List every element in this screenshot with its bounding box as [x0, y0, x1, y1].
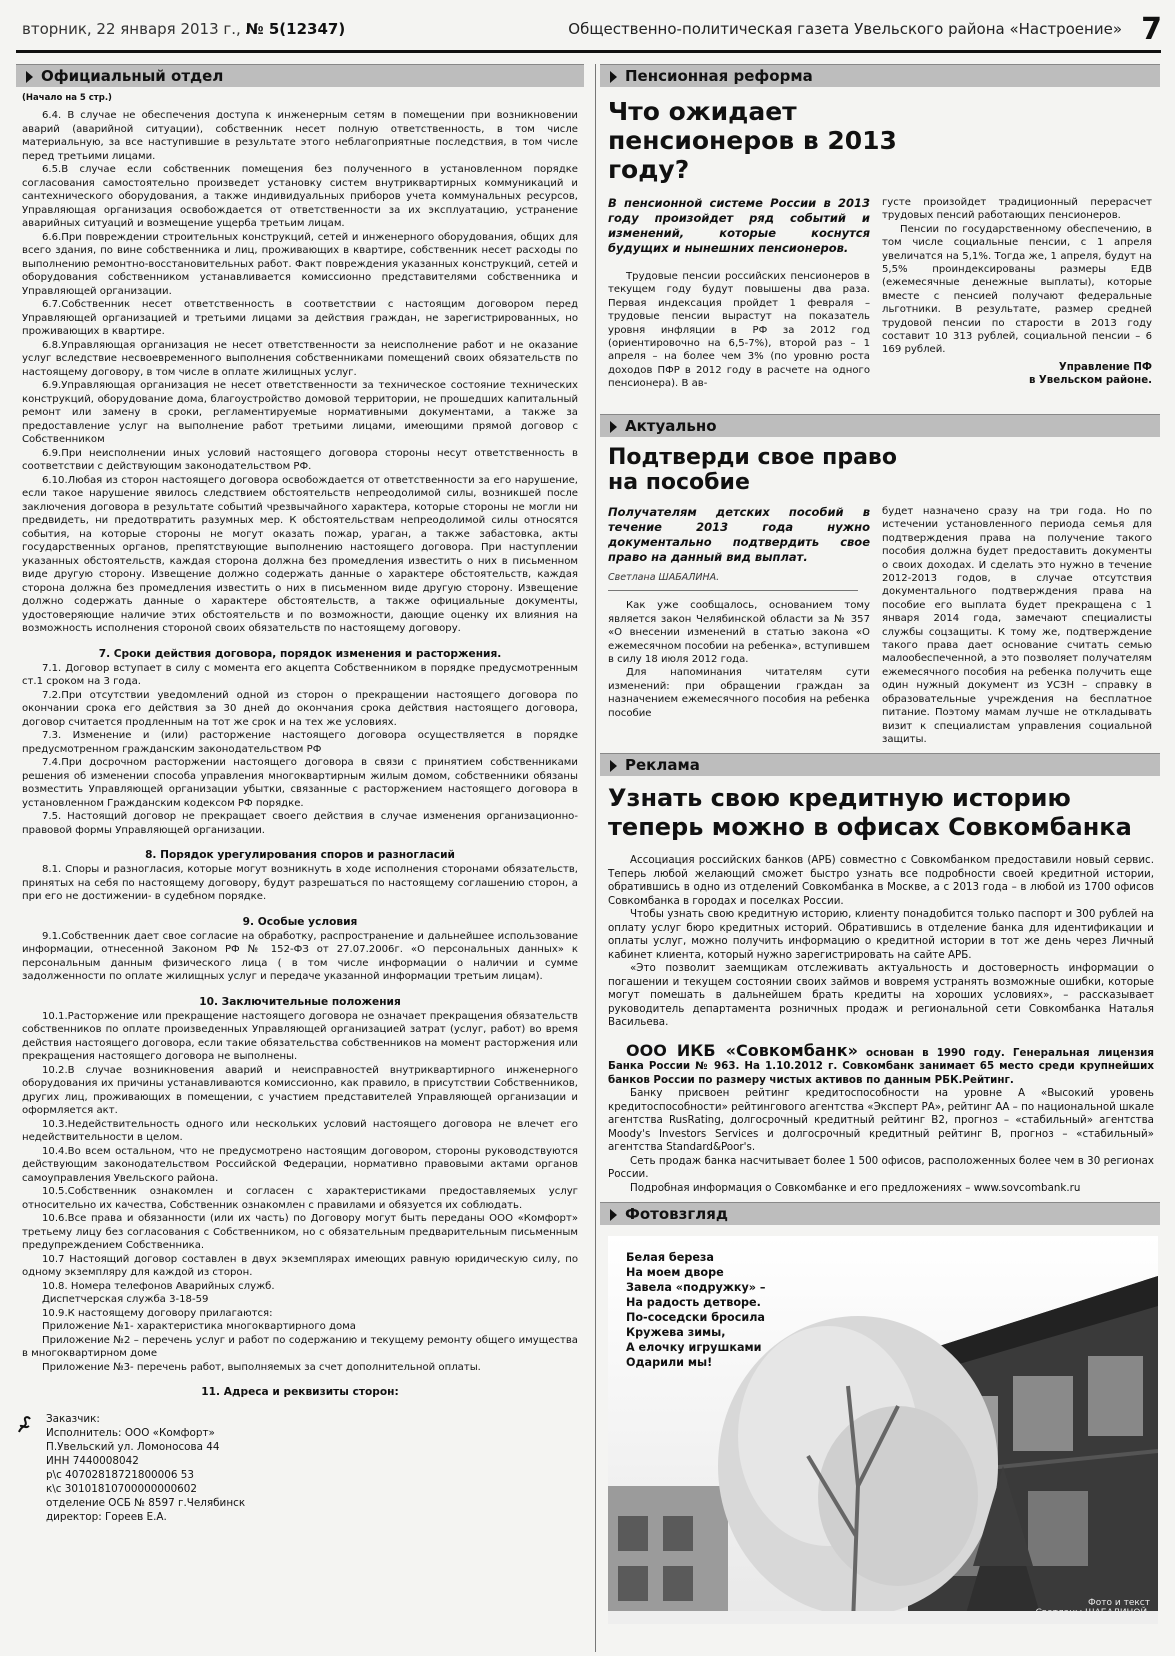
pension-signature: [882, 361, 1152, 387]
newspaper-name: Общественно-политическая газета Увельского района «Настроение»: [568, 20, 1122, 38]
contract-paragraph: 10.3.Недействительность одного или нескольких условий настоящего договора не влечет его недействительности в целом.: [22, 1118, 578, 1143]
winter-photo: [608, 1236, 1158, 1624]
triangle-marker-icon: [610, 421, 617, 433]
pension-headline: Что ожидает пенсионеров в 2013 году?: [608, 97, 897, 184]
author-rule: [608, 590, 858, 591]
rubric-photo: [600, 1202, 1160, 1225]
contract-paragraph: 6.9.Управляющая организация не несет ответственности за техническое состояние технических конструкций, оборудование дома, благоустройство домовой территории, не прошедших капитальный ремонт или замену в сроки, регламентируемые нормативными документами, а также за предоставление услуг на выполнение работ третьими лицами, имеющими прямой договор с Собственником: [22, 380, 578, 445]
benefit-text-2: будет назначено сразу на три года. Но по истечении установленного периода семья для подтверждения права на получение такого пособия должна будет предоставить документы о своих доходах. И сделать это нужно в течение 2012-2013 годов, в случае отсутствия документального подтверждения права на пособие его выплата будет прекращена с 1 января 2014 года, замечают специалисты службы соцзащиты. К тому же, подтверждение такого права дает основание считать семью малообеспеченной, а это позволяет получателям ежемесячного пособия на ребенка получить еще один нужный документ из УСЗН – справку в образовательные учреждения на бесплатное питание. Поэтому мамам лучше не откладывать визит к специалистам управления социальной защиты.: [882, 506, 1152, 745]
pension-col-1: [608, 196, 870, 391]
contract-paragraph: 7.1. Договор вступает в силу с момента его акцепта Собственником в порядке предусмотренным ст.1 сроком на 3 года.: [22, 662, 578, 687]
address-line: ИНН 7440008042: [46, 1455, 139, 1467]
contract-paragraph: 10.7 Настоящий договор составлен в двух экземплярах имеющих равную юридическую силу, по одному экземпляру для каждой из сторон.: [22, 1253, 578, 1278]
ad-company-block: [608, 1040, 1154, 1088]
contract-paragraph: 7.2.При отсутствии уведомлений одной из сторон о прекращении настоящего договора по окончании срока его действия за 30 дней до окончания срока действия настоящего договора, договор считается продленным на тот же срок и на тех же условиях.: [22, 689, 578, 728]
address-line: Заказчик:: [46, 1413, 100, 1425]
address-lines: [24, 1412, 584, 1524]
signature-line: Управление ПФ: [1058, 361, 1152, 373]
address-line: Исполнитель: ООО «Комфорт»: [46, 1427, 215, 1439]
rubric-label: Пенсионная реформа: [625, 67, 813, 85]
contract-paragraph: 6.10.Любая из сторон настоящего договора освобождается от ответственности за его нарушение, если такое нарушение явилось следствием обстоятельств непреодолимой силы, возникшей после заключения договора в результате событий чрезвычайного характера, которые стороны не могли ни предвидеть, ни предотвратить разумных мер. К обстоятельствам непреодолимой силы относятся события, на которые стороны не могут оказать пожар, ураган, а также забастовка, акты государственных органов, препятствующие выполнению настоящего договора. При наступлении указанных обстоятельств, каждая сторона должна без промедления известить о них в письменном виде другую сторону. Извещение должно содержать данные о характере обстоятельств, каждая сторона должна без промедления известить о них в письменном виде другую сторону. Извещение должно содержать данные о характере обстоятельств, а также официальные документы, удостоверяющие наличие этих обстоятельств и по возможности, дающие оценку их влияния на возможность исполнения стороной своих обязательств по настоящему договору.: [22, 474, 578, 634]
ad-paragraph: «Это позволит заемщикам отслеживать актуальность и достоверность информации о погашении и текущем состоянии своих займов и вовремя устранять возможные ошибки, которые могут помешать в дальнейшем брать кредиты на хороших условиях», – рассказывает руководитель департамента розничных продаж и региональной сети Совкомбанка Наталья Васильева.: [608, 962, 1154, 1028]
contract-paragraph: 6.5.В случае если собственник помещения без полученного в установленном порядке согласования самостоятельно произведет установку систем внутриквартирных коммуникаций и сантехнического оборудования, а также индивидуальных приборов учета коммунальных ресурсов, Управляющая организация освобождается от ответственности за их эксплуатацию, устранение аварийных ситуаций и возмещение ущерба третьим лицам.: [22, 164, 578, 229]
credit-line: Светланы ШАБАЛИНОЙ.: [1035, 1608, 1150, 1618]
poem-line: По-соседски бросила: [626, 1311, 765, 1324]
poem-line: Одарили мы!: [626, 1356, 713, 1369]
contract-paragraph: 6.9.При неисполнении иных условий настоящего договора стороны несут ответственность в соответствии с действующим законодательством РФ.: [22, 447, 578, 472]
rubric-label: Фотовзгляд: [625, 1205, 728, 1223]
benefit-text-1b: Для напоминания читателям сути изменений: при обращении граждан за назначением ежемесячного пособия на ребенка пособие: [608, 667, 870, 719]
triangle-marker-icon: [610, 760, 617, 772]
contract-paragraph: 6.6.При повреждении строительных конструкций, сетей и инженерного оборудования, общих для всего здания, по вине собственника и лиц, проживающих в квартире, собственник несет расходы по выполнению ремонтно-восстановительных работ. Факт повреждения указанных конструкций, сетей и оборудования собственником устанавливается комиссионно представителями собственника и Управляющей организации.: [22, 231, 578, 297]
contract-paragraph: 10.1.Расторжение или прекращение настоящего договора не означает прекращения обязательств собственников по оплате произведенных Управляющей организацией затрат (услуг, работ) во время действия настоящего договора, если такие обязательства собственников на момент расторжения или прекращения настоящего договора не выполнены.: [22, 1010, 578, 1062]
company-info: основан в 1990 году. Генеральная лицензия Банка России № 963. На 1.10.2012 г. Совкомбанк занимает 65 место среди крупнейших банков России по размеру чистых активов по данным РБК.Рейтинг.: [608, 1046, 1154, 1086]
photo-credit: [1035, 1598, 1150, 1618]
address-line: П.Увельский ул. Ломоносова 44: [46, 1441, 220, 1453]
contract-text-part8: [16, 863, 584, 904]
column-divider: [595, 64, 596, 1652]
contract-text-part10: [16, 1010, 584, 1375]
contract-paragraph: Приложение №3- перечень работ, выполняемых за счет дополнительной оплаты.: [42, 1361, 481, 1373]
benefit-col-1: [608, 505, 870, 720]
contract-paragraph: Приложение №2 – перечень услуг и работ по содержанию и текущему ремонту общего имущества в многоквартирном доме: [22, 1334, 578, 1359]
masthead: [22, 12, 1162, 47]
rubric-pension: [600, 64, 1160, 87]
official-section: [16, 64, 584, 1524]
rubric-label: Официальный отдел: [41, 67, 224, 85]
pension-text-2b: Пенсии по государственному обеспечению, в том числе социальные пенсии, с 1 апреля увеличатся на 5,1%. Тогда же, 1 апреля, будут на 5,5% проиндексированы размеры ЕДВ (ежемесячные денежные выплаты), которые вместе с пенсией получают федеральные льготники. В результате, размер средней трудовой пенсии по старости в 2013 году составит 10 313 рублей, социальной пенсии – 6 169 рублей.: [882, 223, 1152, 356]
pension-col-2: [882, 196, 1152, 387]
poem-line: Кружева зимы,: [626, 1326, 726, 1339]
section-title: 7. Сроки действия договора, порядок изменения и расторжения.: [98, 647, 502, 660]
ad-paragraph: Банку присвоен рейтинг кредитоспособности на уровне А «Высокий уровень кредитоспособности» рейтингового агентства «Эксперт РА», рейтинг АА – по национальной шкале агентства RusRating, долгосрочный кредитный рейтинг В2, прогноз – «стабильный» агентства Moody's Investors Services и долгосрочный кредитный рейтинг В, прогноз – «стабильный» агентства Standard&Poor's.: [608, 1087, 1155, 1153]
contract-paragraph: 7.3. Изменение и (или) расторжение настоящего договора осуществляется в порядке предусмотренном гражданским законодательством РФ: [22, 730, 578, 755]
poem-line: Белая береза: [626, 1251, 714, 1264]
contract-paragraph: 6.4. В случае не обеспечения доступа к инженерным сетям в помещении при возникновении аварий (аварийной ситуации), собственник несет полную ответственность, в том числе материальную, за все наступившие в результате этого неблагоприятные последствия, в том числе перед третьими лицами.: [22, 110, 578, 162]
poem-line: На радость детворе.: [626, 1296, 761, 1309]
page-number: 7: [1141, 12, 1162, 47]
section-title: 10. Заключительные положения: [199, 995, 401, 1008]
ad-text-2: [608, 1087, 1154, 1195]
ad-paragraph: Сеть продаж банка насчитывает более 1 500 офисов, расположенных более чем в 30 регионах России.: [608, 1154, 1154, 1180]
contract-paragraph: 7.5. Настоящий договор не прекращает своего действия в случае изменения организационно-правовой формы Управляющей организации.: [22, 811, 578, 836]
rubric-official: [16, 64, 584, 87]
contract-paragraph: 9.1.Собственник дает свое согласие на обработку, распространение и дальнейшее использование информации, отнесенной Законом РФ № 152-ФЗ от 27.07.2006г. «О персональных данных» к персональным данным физического лица ( в том числе информации о наличии и сумме задолженности по оплате жилищных услуг и передаче указанной информации третьим лицам).: [22, 930, 578, 982]
contract-text-part9: [16, 930, 584, 984]
triangle-marker-icon: [610, 71, 617, 83]
pension-lead: В пенсионной системе России в 2013 году произойдет ряд событий и изменений, которые коснутся будущих и нынешних пенсионеров.: [608, 196, 870, 255]
rubric-label: Актуально: [625, 417, 717, 435]
contract-paragraph: 7.4.При досрочном расторжении настоящего договора в связи с принятием собственниками решения об изменении способа управления многоквартирным жилым домом, собственники обязаны возместить Управляющей организации убытки, связанные с расторжением настоящего договора в установленном Гражданским кодексом РФ порядке.: [22, 757, 578, 809]
triangle-marker-icon: [26, 71, 33, 83]
ad-headline: Узнать свою кредитную историю теперь можно в офисах Совкомбанка: [608, 784, 1132, 841]
company-name: ООО ИКБ «Совкомбанк»: [626, 1040, 858, 1060]
continued-note: (Начало на 5 стр.): [22, 93, 112, 103]
flourish-icon: [16, 1414, 34, 1436]
photo-poem: [626, 1250, 766, 1370]
issue-number: № 5(12347): [245, 20, 346, 38]
benefit-article: [600, 505, 1160, 745]
contract-text-part6: [16, 109, 584, 636]
pension-text-2a: густе произойдет традиционный перерасчет трудовых пенсий работающих пенсионеров.: [882, 197, 1152, 222]
pension-article: [600, 196, 1160, 404]
address-line: директор: Гореев Е.А.: [46, 1511, 167, 1523]
contract-text-part7: [16, 662, 584, 838]
section-title: 8. Порядок урегулирования споров и разногласий: [145, 849, 455, 861]
ad-paragraph: Ассоциация российских банков (АРБ) совместно с Совкомбанком предоставили новый сервис. Теперь любой желающий сможет быстро узнать все подробности своей кредитной истории, обратившись в одно из отделений Совкомбанка в Москве, а с 2013 года – в любой из 1700 офисов Совкомбанка в городах и поселках России.: [608, 854, 1154, 907]
address-line: отделение ОСБ № 8597 г.Челябинск: [46, 1497, 246, 1509]
benefit-text-1a: Как уже сообщалось, основанием тому является закон Челябинской области за № 357 «О внесении изменений в статью закона «О ежемесячном пособии на ребенка», вступившем в силу 18 июля 2012 года.: [608, 600, 870, 666]
contract-paragraph: Диспетчерская служба 3-18-59: [42, 1294, 209, 1305]
masthead-rule: [16, 50, 1161, 53]
address-block: [16, 1412, 584, 1524]
ad-paragraph: Подробная информация о Совкомбанке и его предложениях – www.sovcombank.ru: [630, 1181, 1081, 1194]
contract-paragraph: Приложение №1- характеристика многоквартирного дома: [42, 1321, 356, 1332]
triangle-marker-icon: [610, 1209, 617, 1221]
contract-paragraph: 6.7.Собственник несет ответственность в соответствии с настоящим договором перед Управляющей организацией и третьими лицами за действия граждан, не зарегистрированных, но проживающих в квартире.: [22, 299, 578, 337]
rubric-ad: [600, 753, 1160, 776]
contract-paragraph: 10.8. Номера телефонов Аварийных служб.: [42, 1280, 275, 1292]
contract-paragraph: 10.9.К настоящему договору прилагаются:: [42, 1307, 273, 1319]
poem-line: На моем дворе: [626, 1266, 724, 1279]
contract-paragraph: 10.6.Все права и обязанности (или их часть) по Договору могут быть переданы ООО «Комфорт» третьему лицу без согласования с Собственником, но с обязательным предварительным письменным предупреждением Собственника.: [22, 1213, 578, 1251]
issue-date-line: [22, 20, 345, 38]
rubric-label: Реклама: [625, 756, 700, 774]
pension-text-1: Трудовые пенсии российских пенсионеров в текущем году будут повышены два раза. Первая индексация пройдет 1 февраля – трудовые пенсии вырастут на показатель уровня инфляции в РФ за 2012 год (ориентировочно на 6,5-7%), второй раз – 1 апреля – на более чем 3% (по уровню роста доходов ПФР в 2012 году в расчете на одного пенсионера). В ав-: [608, 271, 870, 390]
benefit-col-2: [882, 505, 1152, 746]
contract-paragraph: 10.2.В случае возникновения аварий и неисправностей внутриквартирного инженерного оборудования их причины устанавливаются комиссионно, как правило, в присутствии Собственников, других лиц, проживающих в помещении, с участием представителей Управляющей организации и оформляется акт.: [22, 1064, 578, 1116]
right-column: [600, 64, 1160, 1618]
rubric-actual: [600, 414, 1160, 437]
address-line: к\с 30101810700000000602: [46, 1483, 198, 1495]
issue-date: вторник, 22 января 2013 г.,: [22, 20, 246, 38]
contract-paragraph: 10.4.Во всем остальном, что не предусмотрено настоящим договором, стороны руководствуются действующим законодательством Российской Федерации, нормативно правовыми актами органов самоуправления Увельского района.: [22, 1145, 578, 1184]
poem-line: Завела «подружку» –: [626, 1281, 766, 1294]
contract-paragraph: 10.5.Собственник ознакомлен и согласен с характеристиками предоставляемых услуг относительно их качества, Собственник ознакомлен с правилами и обязуется их соблюдать.: [22, 1186, 578, 1211]
benefit-author: Светлана ШАБАЛИНА.: [608, 572, 720, 583]
ad-text: [608, 854, 1154, 1030]
contract-paragraph: 8.1. Споры и разногласия, которые могут возникнуть в ходе исполнения сторонами обязательств, принятых на себя по настоящему договору, будут разрешаться по настоящему соглашению сторон, а при его не достижении- в судебном порядке.: [22, 864, 578, 902]
poem-line: А елочку игрушками: [626, 1341, 762, 1354]
benefit-lead: Получателям детских пособий в течение 2013 года нужно документально подтвердить свое право на данный вид выплат.: [608, 505, 870, 564]
credit-line: Фото и текст: [1088, 1598, 1150, 1608]
signature-line: в Увельском районе.: [1028, 374, 1152, 386]
ad-paragraph: Чтобы узнать свою кредитную историю, клиенту понадобится только паспорт и 300 рублей на оплату услуг бюро кредитных историй. Обратившись в отделение банка для идентификации и оплаты услуг, можно получить информацию о кредитной истории в тот же день через Личный кабинет клиента, который нужно зарегистрировать на сайте АРБ.: [608, 908, 1154, 961]
section-title: 9. Особые условия: [242, 915, 358, 928]
benefit-headline: Подтверди свое право на пособие: [608, 445, 897, 495]
address-line: р\с 40702818721800006 53: [46, 1469, 195, 1481]
contract-paragraph: 6.8.Управляющая организация не несет ответственности за неисполнение работ и не оказание услуг вследствие несвоевременного выполнения собственниками помещений своих обязательств по настоящему договору, в том числе в оплате жилищных услуг.: [22, 339, 578, 378]
section-title: 11. Адреса и реквизиты сторон:: [201, 1386, 399, 1398]
